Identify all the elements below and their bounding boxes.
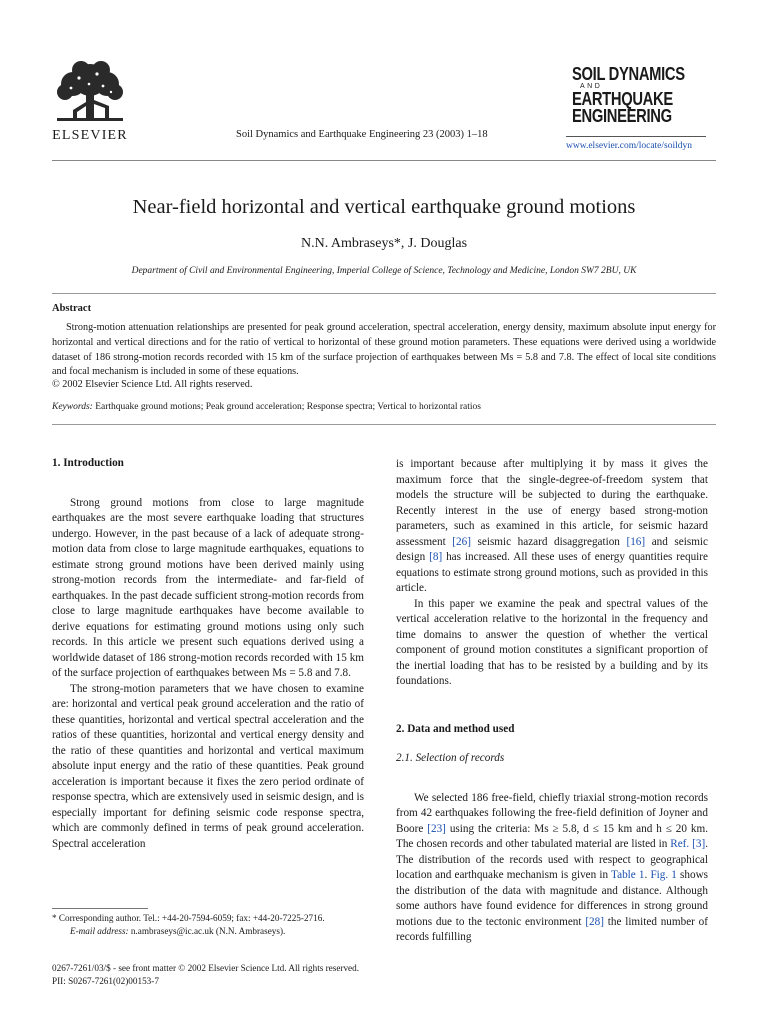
- text-run: We selected 186 free-field, chiefly triaxial strong-motion records from 42 earthquakes following the free-field definition of Joyner and Boore: [396, 791, 708, 835]
- citation-link-8[interactable]: [8]: [429, 551, 443, 563]
- text-run: using the criteria: Ms ≥ 5.8, d ≤ 15 km and h ≤ 20 km. The chosen records and other tabulated material are listed in: [396, 822, 708, 850]
- citation-link-ref3[interactable]: Ref. [3]: [670, 838, 706, 850]
- table-1-link[interactable]: Table 1: [611, 869, 645, 881]
- brand-line-3: EARTHQUAKE: [572, 89, 673, 109]
- citation-link-26[interactable]: [26]: [452, 535, 471, 548]
- keywords: [52, 402, 716, 412]
- text-run: . The distribution of the records used with respect to geographical location and earthquake mechanism is given in: [396, 838, 708, 881]
- text-run: .: [644, 869, 651, 881]
- figure-1-link[interactable]: Fig. 1: [650, 869, 677, 881]
- abstract-heading: Abstract: [52, 303, 92, 314]
- selection-paragraph: [396, 791, 708, 946]
- section-heading-introduction: 1. Introduction: [52, 457, 124, 469]
- text-run: has increased. All these uses of energy quantities require equations to estimate strong ground motions, such as provided in this article.: [396, 551, 708, 594]
- header-divider: [52, 160, 716, 161]
- text-run: seismic hazard disaggregation: [470, 535, 627, 548]
- issn-line: 0267-7261/03/$ - see front matter © 2002 Elsevier Science Ltd. All rights reserved.: [52, 963, 360, 973]
- intro-paragraph-2: The strong-motion parameters that we have chosen to examine are: horizontal and vertical peak ground acceleration and the ratio of these quantities, horizontal and vertical spectral acceleration and the ratios of these quantities, horizontal and vertical energy density and the ratio of these quantities and horizontal and vertical maximum absolute input energy and the ratio of these quantities. Peak ground acceleration is important because it fixes the zero period ordinate of response spectra, which are extensively used in seismic design, and is especially important for defining seismic code response spectra, which are commonly defined in terms of peak ground acceleration. Spectral acceleration: [52, 682, 364, 850]
- publisher-name: ELSEVIER: [52, 128, 128, 143]
- brand-line-2: AND: [580, 83, 603, 90]
- right-paragraph-2: In this paper we examine the peak and spectral values of the vertical acceleration relative to the horizontal in the frequency and time domains to answer the question of whether the vertical component of ground motion constitutes a significant proportion of the inertial loading that has to be resisted by a building and by its foundations.: [396, 597, 708, 687]
- brand-line-1: SOIL DYNAMICS: [572, 64, 685, 84]
- keywords-list: Earthquake ground motions; Peak ground acceleration; Response spectra; Vertical to horizontal ratios: [95, 402, 481, 412]
- citation-link-28[interactable]: [28]: [585, 915, 604, 928]
- abstract-text: Strong-motion attenuation relationships are presented for peak ground acceleration, spectral acceleration, energy density, maximum absolute input energy for horizontal and vertical directions and for the ratio of vertical to horizontal of these ground motion parameters. These equations were derived using a worldwide dataset of 186 strong-motion records recorded with 15 km of the surface projection of earthquakes between Ms = 5.8 and 7.8. The effect of local site conditions and focal mechanism is included in some of these equations.: [52, 322, 716, 378]
- right-column: [396, 457, 708, 946]
- keywords-label: Keywords:: [52, 402, 93, 412]
- journal-url-link[interactable]: www.elsevier.com/locate/soildyn: [566, 141, 693, 151]
- email-address[interactable]: n.ambraseys@ic.ac.uk (N.N. Ambraseys).: [128, 925, 286, 936]
- right-paragraph-1: [396, 457, 708, 597]
- citation-link-16[interactable]: [16]: [626, 535, 646, 548]
- text-run: the limited number of records fulfilling: [396, 915, 708, 943]
- text-run: shows the distribution of the data with magnitude and distance. Although some authors have found evidence for differences in strong ground motions due to the tectonic environment: [396, 869, 709, 928]
- journal-citation: Soil Dynamics and Earthquake Engineering 23 (2003) 1–18: [236, 129, 488, 140]
- pii-line: PII: S0267-7261(02)00153-7: [52, 976, 159, 987]
- footnote-divider: [52, 908, 148, 909]
- journal-brand: [572, 66, 722, 125]
- subsection-heading-selection: 2.1. Selection of records: [396, 752, 505, 764]
- elsevier-tree-icon: [51, 60, 129, 126]
- brand-line-4: ENGINEERING: [572, 106, 672, 126]
- abstract-bottom-divider: [52, 424, 716, 425]
- abstract-top-divider: [52, 293, 716, 294]
- email-note: [52, 925, 364, 938]
- left-column: [52, 456, 364, 852]
- article-title: Near-field horizontal and vertical earthquake ground motions: [132, 196, 636, 218]
- citation-link-23[interactable]: [23]: [427, 822, 446, 835]
- elsevier-logo: [44, 60, 136, 144]
- text-run: is important because after multiplying it by mass it gives the maximum force that the single-degree-of-freedom system that models the structure will be subjected to during the earthquake. Recently interest in the use of energy based strong-motion parameters, such as examined in this article, for seismic hazard assessment: [396, 458, 708, 548]
- email-label: E-mail address:: [70, 925, 129, 936]
- author-affiliation: Department of Civil and Environmental Engineering, Imperial College of Science, Technology and Medicine, London SW7 2BU, UK: [131, 266, 637, 276]
- front-matter: [52, 962, 359, 988]
- corresponding-author-note: * Corresponding author. Tel.: +44-20-7594-6059; fax: +44-20-7225-2716.: [52, 913, 325, 923]
- section-heading-data-method: 2. Data and method used: [396, 722, 515, 735]
- brand-divider: [566, 136, 706, 137]
- article-authors: N.N. Ambraseys*, J. Douglas: [300, 236, 468, 251]
- text-run: and seismic design: [396, 535, 708, 563]
- abstract-copyright: © 2002 Elsevier Science Ltd. All rights reserved.: [52, 379, 253, 390]
- footnote: [52, 912, 364, 937]
- intro-paragraph-1: Strong ground motions from close to large magnitude earthquakes are the most severe earthquake loading that structures undergo. However, in the past because of a lack of adequate strong-motion data from close to large magnitude earthquakes, equations to estimate strong ground motions have been derived mainly using strong-motion records from the intermediate- and far-field of earthquakes. In the past decade sufficient strong-motion records from close to large magnitude earthquakes have become available to derive equations for estimating ground motions using only such records. In this article we present such equations derived using a worldwide dataset of 186 strong-motion records recorded with 15 km of the surface projection of earthquakes between Ms = 5.8 and 7.8.: [52, 496, 364, 679]
